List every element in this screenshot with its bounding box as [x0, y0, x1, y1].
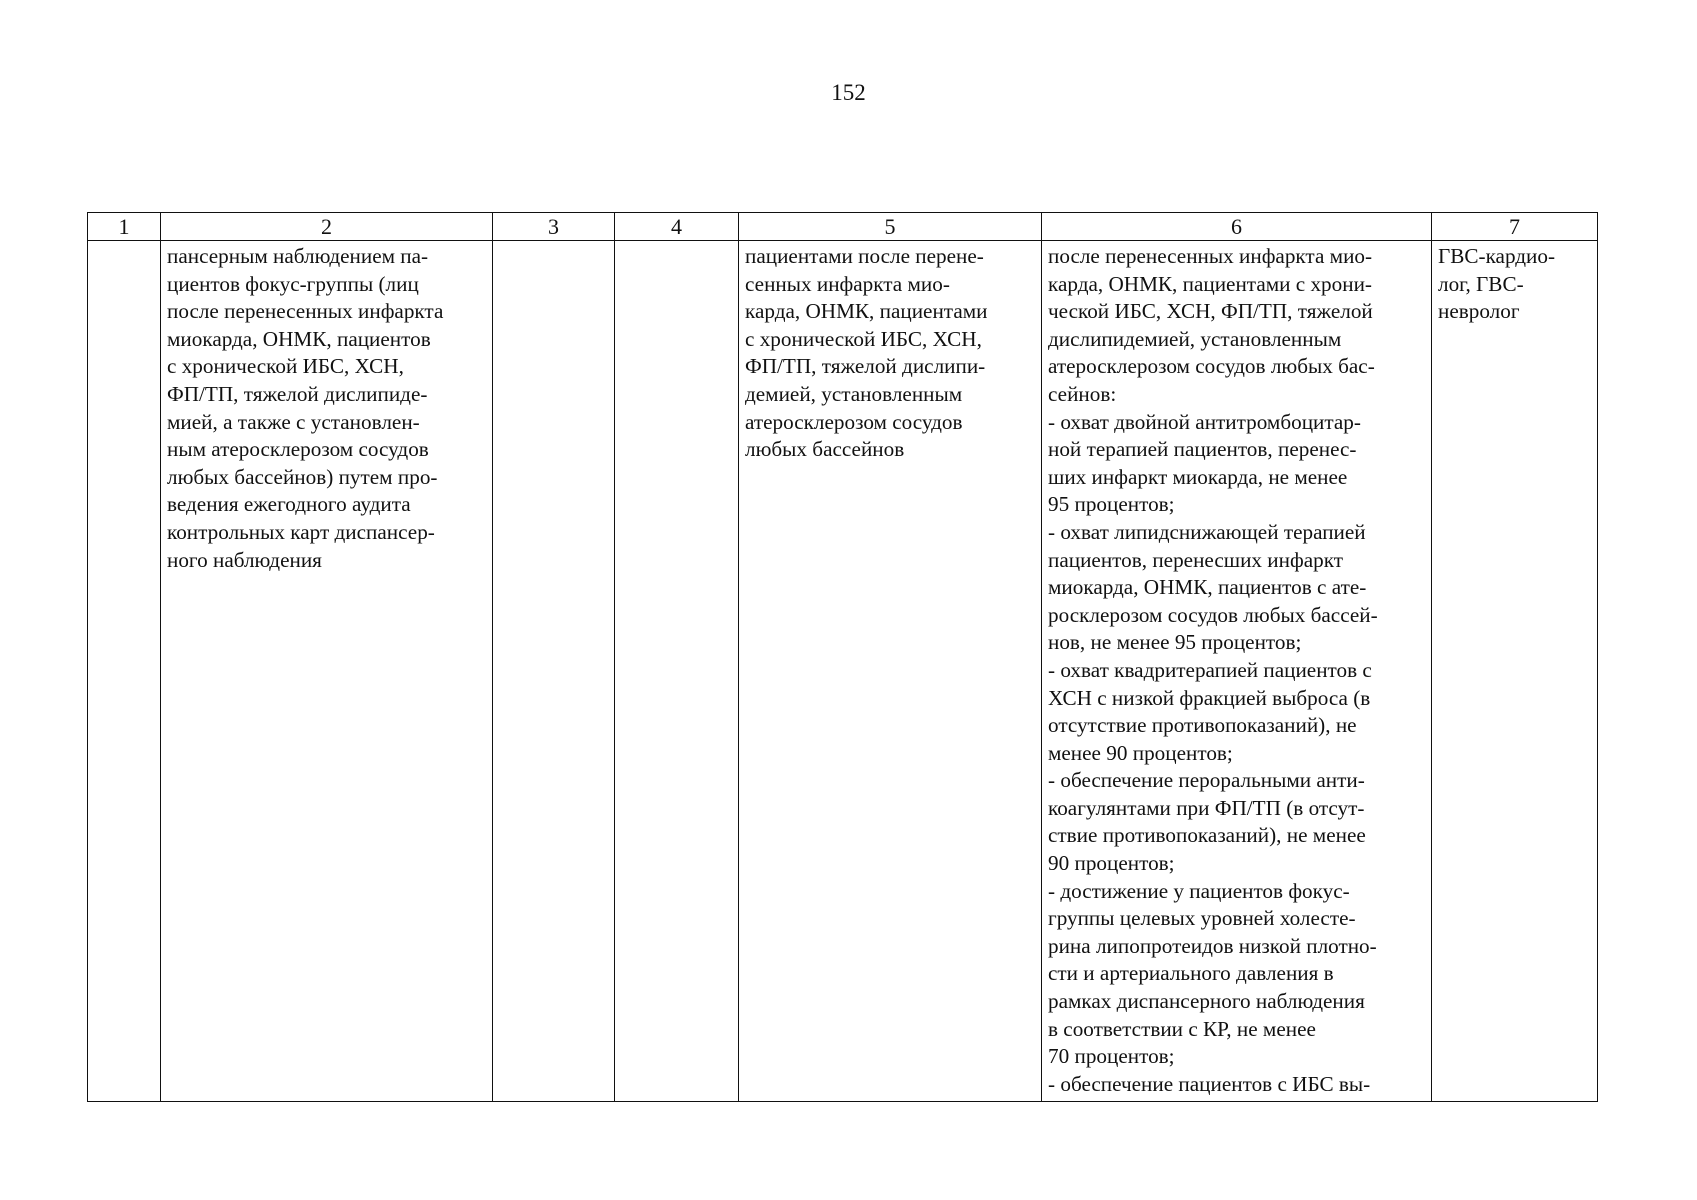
text-line: ческой ИБС, ХСН, ФП/ТП, тяжелой	[1048, 299, 1373, 324]
text-line: - охват липидснижающей терапией	[1048, 519, 1366, 544]
text-line: ствие противопоказаний), не менее	[1048, 823, 1366, 848]
text-line: сенных инфаркта мио-	[745, 271, 950, 296]
text-line: контрольных карт диспансер-	[167, 519, 435, 544]
text-line: пациентами после перене-	[745, 244, 984, 268]
text-line: 95 процентов;	[1048, 492, 1175, 517]
cell-col7	[1432, 241, 1598, 1102]
text-line: группы целевых уровней холесте-	[1048, 906, 1356, 931]
cell-col5	[739, 241, 1042, 1102]
text-line: лог, ГВС-	[1438, 271, 1524, 296]
text-line: дислипидемией, установленным	[1048, 326, 1342, 351]
text-line: - охват двойной антитромбоцитар-	[1048, 409, 1361, 434]
table-row	[88, 241, 1598, 1102]
cell-col1	[88, 241, 161, 1102]
text-line: пансерным наблюдением па-	[167, 244, 429, 268]
document-table	[87, 212, 1598, 1102]
text-line: рамках диспансерного наблюдения	[1048, 989, 1365, 1014]
column-header-4: 4	[615, 213, 739, 241]
column-header-5: 5	[739, 213, 1042, 241]
text-line: мией, а также с установлен-	[167, 409, 420, 434]
text-line: после перенесенных инфаркта	[167, 299, 444, 324]
text-line: менее 90 процентов;	[1048, 740, 1233, 765]
text-line: - достижение у пациентов фокус-	[1048, 878, 1350, 903]
text-line: ГВС-кардио-	[1438, 244, 1556, 268]
cell-col6	[1042, 241, 1432, 1102]
text-line: ного наблюдения	[167, 547, 322, 572]
page-number: 152	[831, 80, 866, 105]
text-line: отсутствие противопоказаний), не	[1048, 713, 1357, 738]
text-line: после перенесенных инфаркта мио-	[1048, 244, 1373, 268]
text-line: - охват квадритерапией пациентов с	[1048, 657, 1372, 682]
text-line: в соответствии с КР, не менее	[1048, 1016, 1316, 1041]
text-line: ным атеросклерозом сосудов	[167, 437, 429, 462]
text-line: миокарда, ОНМК, пациентов	[167, 326, 431, 351]
text-line: 70 процентов;	[1048, 1044, 1175, 1069]
cell-col3	[493, 241, 615, 1102]
column-header-2: 2	[161, 213, 493, 241]
text-line: пациентов, перенесших инфаркт	[1048, 547, 1343, 572]
text-line: нов, не менее 95 процентов;	[1048, 630, 1302, 655]
cell-col4	[615, 241, 739, 1102]
table-header-row	[88, 213, 1598, 241]
text-line: ной терапией пациентов, перенес-	[1048, 437, 1357, 462]
text-line: с хронической ИБС, ХСН,	[167, 354, 404, 379]
column-header-7: 7	[1432, 213, 1598, 241]
text-line: 90 процентов;	[1048, 851, 1175, 876]
text-line: карда, ОНМК, пациентами	[745, 299, 988, 324]
cell-col2	[161, 241, 493, 1102]
column-header-1: 1	[88, 213, 161, 241]
text-line: невролог	[1438, 299, 1520, 324]
text-line: ших инфаркт миокарда, не менее	[1048, 464, 1348, 489]
text-line: коагулянтами при ФП/ТП (в отсут-	[1048, 795, 1365, 820]
text-line: рина липопротеидов низкой плотно-	[1048, 933, 1377, 958]
text-line: демией, установленным	[745, 381, 963, 406]
text-line: - обеспечение пациентов с ИБС вы-	[1048, 1071, 1371, 1096]
text-line: росклерозом сосудов любых бассей-	[1048, 602, 1378, 627]
column-header-3: 3	[493, 213, 615, 241]
column-header-6: 6	[1042, 213, 1432, 241]
text-line: - обеспечение пероральными анти-	[1048, 768, 1365, 793]
text-line: миокарда, ОНМК, пациентов с ате-	[1048, 575, 1367, 600]
text-line: ведения ежегодного аудита	[167, 492, 411, 517]
text-line: любых бассейнов) путем про-	[167, 464, 438, 489]
text-line: сейнов:	[1048, 381, 1117, 406]
text-line: ФП/ТП, тяжелой дислипи-	[745, 354, 986, 379]
text-line: атеросклерозом сосудов любых бас-	[1048, 354, 1375, 379]
text-line: ФП/ТП, тяжелой дислипиде-	[167, 381, 428, 406]
text-line: любых бассейнов	[745, 437, 905, 462]
text-line: с хронической ИБС, ХСН,	[745, 326, 982, 351]
text-line: ХСН с низкой фракцией выброса (в	[1048, 685, 1371, 710]
text-line: циентов фокус-группы (лиц	[167, 271, 419, 296]
text-line: сти и артериального давления в	[1048, 961, 1334, 986]
text-line: карда, ОНМК, пациентами с хрони-	[1048, 271, 1372, 296]
text-line: атеросклерозом сосудов	[745, 409, 963, 434]
